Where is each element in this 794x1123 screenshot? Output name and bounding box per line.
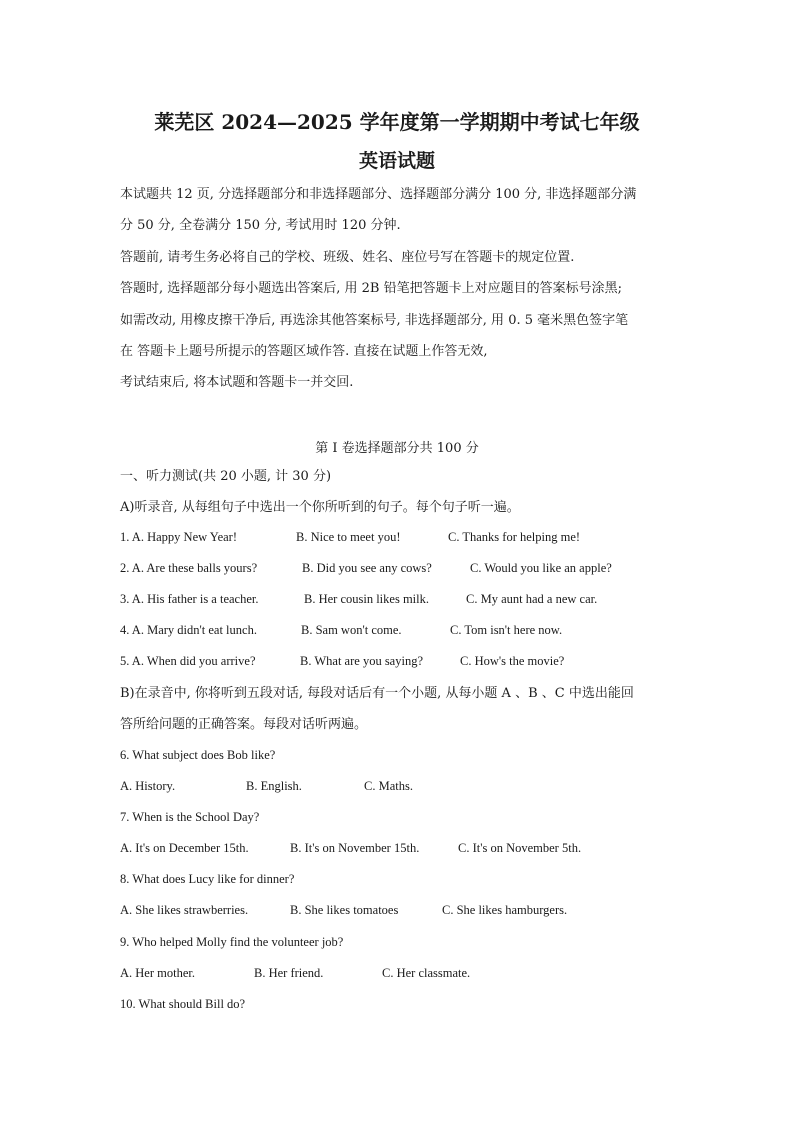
option-b: B. It's on November 15th. [290, 841, 420, 855]
question-text: 8. What does Lucy like for dinner? [120, 872, 295, 886]
question-text: 10. What should Bill do? [120, 997, 246, 1011]
instruction-line-2: 分 50 分, 全卷满分 150 分, 考试用时 120 分钟. [120, 218, 401, 233]
instruction-line-1: 本试题共 12 页, 分选择题部分和非选择题部分、选择题部分满分 100 分, 非选择题部分满 [120, 187, 637, 202]
option-b: B. Nice to meet you! [296, 530, 401, 544]
instruction-line-7: 考试结束后, 将本试题和答题卡一并交回. [120, 375, 354, 390]
page-subtitle: 英语试题 [358, 150, 435, 172]
option-a: 4. A. Mary didn't eat lunch. [120, 623, 257, 637]
option-b: B. Her friend. [254, 966, 324, 980]
option-b: B. She likes tomatoes [290, 903, 399, 917]
section-b-instruction-1: B)在录音中, 你将听到五段对话, 每段对话后有一个小题, 从每小题 A 、B 、C 中选出能回 [120, 686, 634, 701]
option-a: A. It's on December 15th. [120, 841, 249, 855]
option-c: C. My aunt had a new car. [466, 592, 598, 606]
section-b-instruction-2: 答所给问题的正确答案。每段对话听两遍。 [120, 717, 368, 732]
option-a: 3. A. His father is a teacher. [120, 592, 259, 606]
option-a: 1. A. Happy New Year! [120, 530, 237, 544]
option-c: C. How's the movie? [460, 654, 565, 668]
question-text: 7. When is the School Day? [120, 810, 260, 824]
question-text: 6. What subject does Bob like? [120, 748, 276, 762]
option-b: B. Sam won't come. [301, 623, 402, 637]
option-a: 2. A. Are these balls yours? [120, 561, 258, 575]
option-a: A. She likes strawberries. [120, 903, 249, 917]
option-c: C. Thanks for helping me! [448, 530, 581, 544]
option-c: C. Tom isn't here now. [450, 623, 563, 637]
option-c: C. Her classmate. [382, 966, 471, 980]
instruction-line-3: 答题前, 请考生务必将自己的学校、班级、姓名、座位号写在答题卡的规定位置. [120, 250, 575, 265]
question-text: 9. Who helped Molly find the volunteer job? [120, 935, 344, 949]
page-title: 莱芜区 2024—2025 学年度第一学期期中考试七年级 [154, 110, 640, 134]
option-b: B. What are you saying? [300, 654, 423, 668]
option-a: 5. A. When did you arrive? [120, 654, 256, 668]
option-c: C. She likes hamburgers. [442, 903, 568, 917]
part-title: 第 I 卷选择题部分共 100 分 [315, 441, 479, 456]
instruction-line-6: 在 答题卡上题号所提示的答题区域作答. 直接在试题上作答无效, [120, 344, 488, 359]
option-c: C. Maths. [364, 779, 413, 793]
section-a-instruction: A)听录音, 从每组句子中选出一个你所听到的句子。每个句子听一遍。 [120, 500, 520, 515]
option-b: B. Did you see any cows? [302, 561, 432, 575]
option-b: B. Her cousin likes milk. [304, 592, 429, 606]
instruction-line-4: 答题时, 选择题部分每小题选出答案后, 用 2B 铅笔把答题卡上对应题目的答案标号涂黑; [120, 281, 622, 296]
instruction-line-5: 如需改动, 用橡皮擦干净后, 再选涂其他答案标号, 非选择题部分, 用 0. 5 毫米黑色签字笔 [120, 313, 629, 328]
option-a: A. History. [120, 779, 176, 793]
option-b: B. English. [246, 779, 302, 793]
option-a: A. Her mother. [120, 966, 195, 980]
option-c: C. Would you like an apple? [470, 561, 612, 575]
section-one-heading: 一、听力测试(共 20 小题, 计 30 分) [120, 469, 332, 484]
option-c: C. It's on November 5th. [458, 841, 582, 855]
